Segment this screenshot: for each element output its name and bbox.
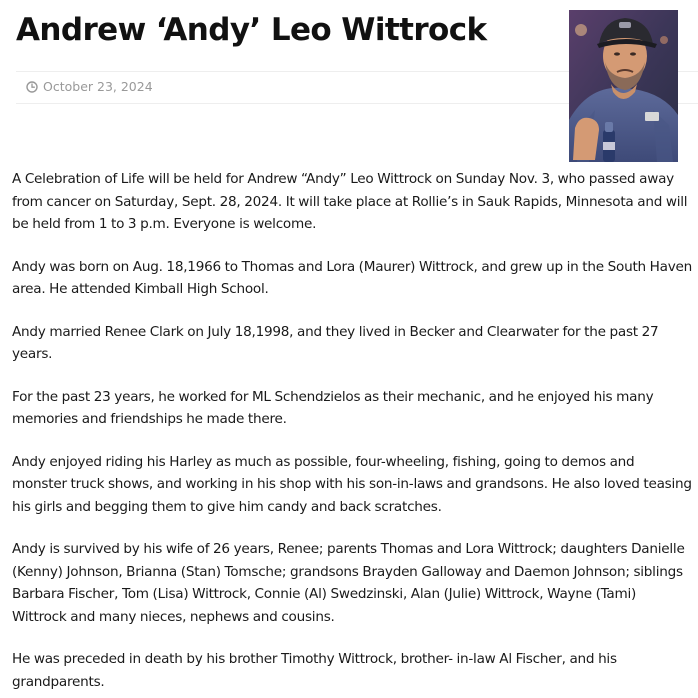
paragraph-marriage: Andy married Renee Clark on July 18,1998, and they lived in Becker and Clearwater for the past 27 years. xyxy=(12,323,659,362)
article-title: Andrew ‘Andy’ Leo Wittrock xyxy=(16,12,487,48)
paragraph-celebration: A Celebration of Life will be held for Andrew “Andy” Leo Wittrock on Sunday Nov. 3, who passed away from cancer on Saturday, Sept. 28, 2024. It will take place at Rollie’s in Sauk Rapids, Minnesota and will be held from 1 to 3 p.m. Everyone is welcome. xyxy=(12,171,688,232)
paragraph-hobbies: Andy enjoyed riding his Harley as much as possible, four-wheeling, fishing, going to demos and monster truck shows, and working in his shop with his son-in-laws and grandsons. He also loved teasing his girls and begging them to give him candy and back scratches. xyxy=(12,453,692,515)
paragraph-birth: Andy was born on Aug. 18,1966 to Thomas and Lora (Maurer) Wittrock, and grew up in the South Haven area. He attended Kimball High School. xyxy=(12,258,692,297)
paragraph-survivors: Andy is survived by his wife of 26 years, Renee; parents Thomas and Lora Wittrock; daughters Danielle (Kenny) Johnson, Brianna (Stan) Tomsche; grandsons Brayden Galloway and Daemon Johnson; siblings Barbara Fischer, Tom (Lisa) Wittrock, Connie (Al) Swedzinski, Alan (Julie) Wittrock, Wayne (Tami) Wittrock and many nieces, nephews and cousins. xyxy=(12,541,685,625)
paragraph-career: For the past 23 years, he worked for ML Schendzielos as their mechanic, and he enjoyed his many memories and friendships he made there. xyxy=(12,388,654,427)
clock-icon xyxy=(26,81,38,93)
post-date xyxy=(26,79,153,94)
article-body xyxy=(12,168,692,698)
post-date-text: October 23, 2024 xyxy=(43,79,153,94)
portrait-photo xyxy=(569,10,678,162)
paragraph-preceded: He was preceded in death by his brother Timothy Wittrock, brother- in-law Al Fischer, and his grandparents. xyxy=(12,651,617,690)
portrait-photo-drawing xyxy=(569,10,678,162)
